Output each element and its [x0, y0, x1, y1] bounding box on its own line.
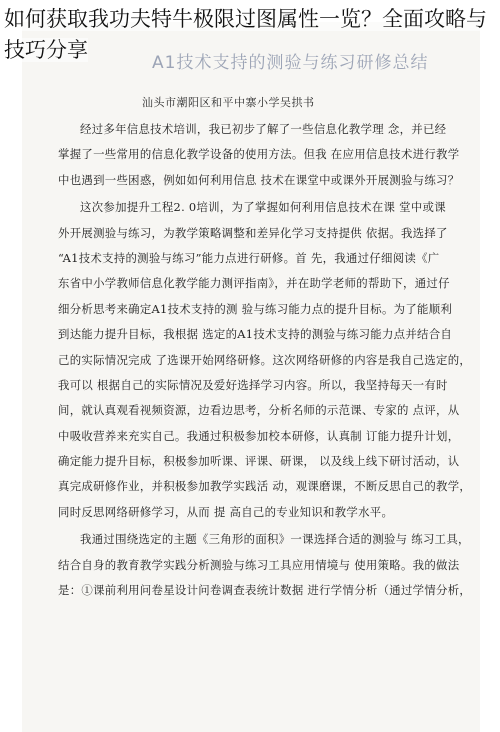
- text-line: 到达能力提升目标，我根据 选定的A1技术支持的测验与练习能力点并结合自: [58, 327, 453, 342]
- text-line: 是：①课前利用问卷星设计问卷调查表统计数据 进行学情分析（通过学情分析，: [58, 583, 472, 598]
- text-line: 确定能力提升目标，积极参加听课、评课、研课， 以及线上线下研讨活动，认: [58, 454, 460, 469]
- text-line: 我可以 根据自己的实际情况及爱好选择学习内容。所以，我坚持每天一有时: [58, 377, 448, 392]
- text-line: 掌握了一些常用的信息化教学设备的使用方法。但我 在应用信息技术进行教学: [58, 147, 460, 162]
- document-body: [58, 117, 472, 605]
- text-line: “A1技术支持的测验与练习”能力点进行研修。首 先，我通过仔细阅读《广: [58, 250, 440, 265]
- document-scan: [22, 22, 480, 732]
- paragraph: [58, 527, 472, 603]
- paragraph: [58, 195, 472, 525]
- text-line: 我通过围绕选定的主题《三角形的面积》一课选择合适的测验与 练习工具，: [80, 532, 470, 547]
- text-line: 中吸收营养来充实自己。我通过积极参加校本研修，认真制 订能力提升计划，: [58, 428, 460, 443]
- text-line: 细分析思考来确定A1技术支持的测 验与练习能力点的提升目标。为了能顺利: [58, 301, 453, 316]
- text-line: 经过多年信息技术培训，我已初步了解了一些信息化教学理 念，并已经: [80, 122, 447, 136]
- article-headline: [0, 0, 500, 66]
- article-headline-text: 如何获取我功夫特牛极限过图属性一览？全面攻略与技巧分享: [4, 7, 487, 62]
- text-line: 这次参加提升工程2. 0培训，为了掌握如何利用信息技术在课 堂中或课: [80, 200, 446, 215]
- text-line: 己的实际情况完成 了选课开始网络研修。这次网络研修的内容是我自己选定的，: [58, 352, 472, 367]
- text-line: 中也遇到一些困惑，例如如何利用信息 技术在课堂中或课外开展测验与练习？: [58, 172, 460, 187]
- text-line: 真完成研修作业，并积极参加教学实践活 动，观课磨课，不断反思自己的教学，: [58, 479, 472, 494]
- text-line: 结合自身的教育教学实践分析测验与练习工具应用情境与 使用策略。我的做法: [58, 557, 460, 572]
- paragraph: [58, 117, 472, 193]
- text-line: 外开展测验与练习，为教学策略调整和差异化学习支持提供 依据。我选择了: [58, 225, 448, 240]
- document-author: 汕头市潮阳区和平中寨小学吴拱书: [142, 96, 315, 109]
- document-title: A1技术支持的测验与练习研修总结: [152, 53, 429, 73]
- text-line: 同时反思网络研修学习，从而 提 高自己的专业知识和教学水平。: [58, 504, 394, 519]
- text-line: 东省中小学教师信息化教学能力测评指南》，并在助学老师的帮助下，通过仔: [58, 276, 450, 291]
- text-line: 间，就认真观看视频资源，边看边思考，分析名师的示范课、专家的 点评，从: [58, 403, 460, 418]
